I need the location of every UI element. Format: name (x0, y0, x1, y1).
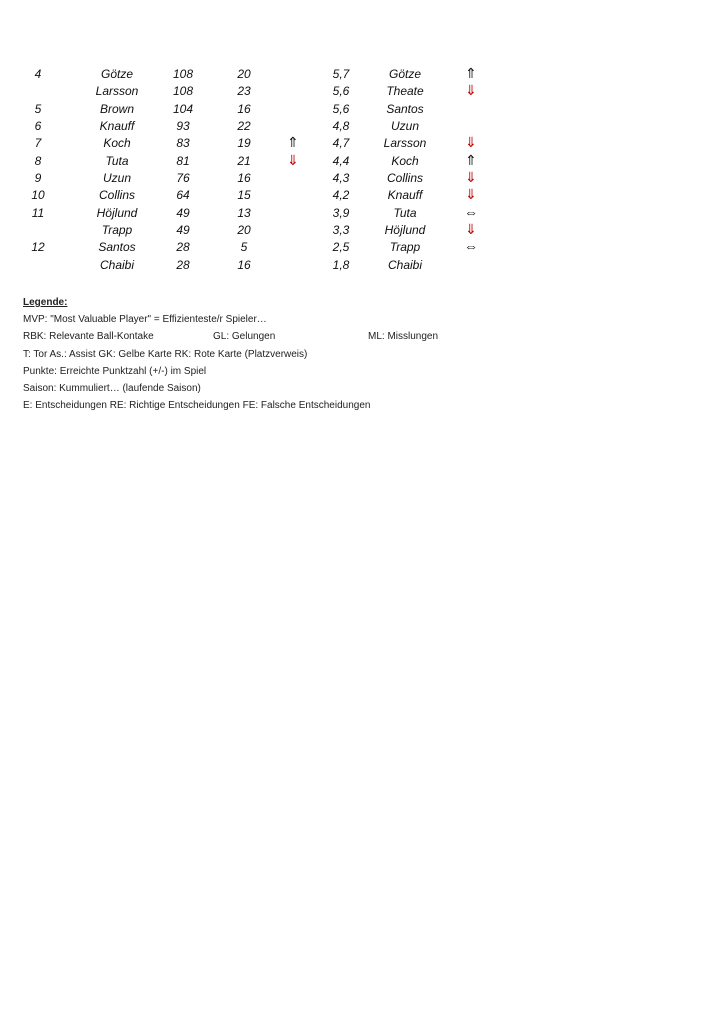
rank-cell: 5 (34, 101, 42, 116)
mvp-score-cell: 3,9 (332, 205, 350, 220)
player-name-cell: Collins (98, 188, 135, 203)
legend-title: Legende: (23, 297, 68, 308)
player-name-cell: Chaibi (99, 257, 135, 272)
table-row (0, 135, 724, 152)
rbk-cell: 21 (237, 153, 251, 168)
ranking-table (0, 66, 724, 274)
mvp-score-cell: 1,8 (332, 257, 350, 272)
legend-line (23, 397, 703, 414)
legend-line (23, 311, 703, 328)
mvp-trend-arrow-icon: ⇓ (465, 221, 477, 238)
mvp-player-name-cell: Knauff (387, 188, 423, 203)
points-cell: 108 (172, 67, 194, 81)
trend-arrow-icon: ⇑ (287, 134, 299, 151)
points-cell: 83 (176, 136, 190, 151)
legend-line (23, 346, 703, 363)
mvp-player-name-cell: Santos (386, 101, 424, 116)
player-name-cell: Knauff (99, 119, 135, 134)
mvp-trend-arrow-icon: ⇓ (465, 169, 477, 186)
legend-line (23, 380, 703, 397)
rank-cell: 11 (31, 205, 45, 220)
player-name-cell: Brown (99, 101, 134, 116)
legend-text: Saison: Kummuliert… (laufende Saison) (23, 383, 201, 395)
legend-text: Punkte: Erreichte Punktzahl (+/-) im Spiel (23, 365, 207, 377)
rbk-cell: 16 (237, 257, 251, 272)
rbk-cell: 23 (237, 84, 251, 99)
rbk-cell: 13 (237, 205, 251, 220)
player-name-cell: Santos (98, 240, 136, 255)
legend-lines (23, 311, 703, 415)
mvp-score-cell: 5,7 (332, 67, 350, 81)
legend-text: T: Tor As.: Assist GK: Gelbe Karte RK: Rote Karte (Platzverweis) (23, 348, 308, 360)
table-row (0, 239, 724, 256)
mvp-trend-arrow-icon: ⇔ (464, 203, 478, 220)
legend-text: GL: Gelungen (213, 331, 276, 343)
mvp-player-name-cell: Götze (388, 67, 421, 81)
mvp-trend-arrow-icon: ⇑ (465, 65, 477, 81)
mvp-player-name-cell: Koch (391, 153, 419, 168)
legend (23, 294, 703, 415)
table-row (0, 187, 724, 204)
points-cell: 76 (176, 171, 190, 186)
points-cell: 28 (176, 257, 190, 272)
mvp-score-cell: 4,3 (332, 171, 350, 186)
player-name-cell: Uzun (102, 171, 131, 186)
legend-text: E: Entscheidungen RE: Richtige Entscheidungen FE: Falsche Entscheidungen (23, 400, 371, 412)
table-row (0, 257, 724, 274)
rbk-cell: 16 (237, 101, 251, 116)
table-row (0, 101, 724, 118)
mvp-score-cell: 3,3 (332, 223, 350, 238)
mvp-score-cell: 2,5 (332, 240, 350, 255)
player-name-cell: Götze (100, 67, 133, 81)
points-cell: 64 (176, 188, 190, 203)
rbk-cell: 15 (237, 188, 251, 203)
legend-line (23, 328, 703, 345)
player-name-cell: Höjlund (96, 205, 138, 220)
rank-cell: 12 (31, 240, 45, 255)
table-row (0, 118, 724, 135)
rbk-cell: 5 (240, 240, 248, 255)
points-cell: 108 (172, 84, 194, 99)
rbk-cell: 20 (237, 223, 251, 238)
mvp-player-name-cell: Theate (386, 84, 424, 99)
legend-text: MVP: "Most Valuable Player" = Effizienteste/r Spieler… (23, 314, 267, 325)
table-row (0, 66, 724, 83)
rank-cell: 7 (34, 136, 42, 151)
mvp-score-cell: 4,7 (332, 136, 350, 151)
mvp-score-cell: 4,8 (332, 119, 350, 134)
mvp-player-name-cell: Trapp (389, 240, 421, 255)
mvp-trend-arrow-icon: ⇑ (465, 151, 477, 168)
player-name-cell: Tuta (105, 153, 129, 168)
player-name-cell: Larsson (95, 84, 139, 99)
table-row (0, 205, 724, 222)
legend-text: RBK: Relevante Ball-Kontake (23, 331, 154, 343)
mvp-score-cell: 4,4 (332, 153, 350, 168)
rank-cell: 4 (34, 67, 42, 81)
rank-cell: 9 (34, 171, 42, 186)
rank-cell: 6 (34, 119, 42, 134)
rbk-cell: 19 (237, 136, 251, 151)
points-cell: 81 (176, 153, 190, 168)
mvp-trend-arrow-icon: ⇔ (464, 238, 478, 255)
mvp-score-cell: 4,2 (332, 188, 350, 203)
rbk-cell: 16 (237, 171, 251, 186)
points-cell: 104 (172, 101, 194, 116)
mvp-player-name-cell: Höjlund (384, 223, 426, 238)
mvp-player-name-cell: Uzun (390, 119, 419, 134)
legend-text: ML: Misslungen (368, 331, 439, 343)
player-name-cell: Koch (103, 136, 131, 151)
mvp-player-name-cell: Tuta (393, 205, 417, 220)
mvp-player-name-cell: Chaibi (387, 257, 423, 272)
rbk-cell: 22 (237, 119, 251, 134)
table-row (0, 170, 724, 187)
rbk-cell: 20 (237, 67, 251, 81)
points-cell: 49 (176, 223, 190, 238)
trend-arrow-icon: ⇓ (287, 151, 299, 168)
points-cell: 93 (176, 119, 190, 134)
mvp-player-name-cell: Collins (386, 171, 423, 186)
table-row (0, 83, 724, 100)
points-cell: 49 (176, 205, 190, 220)
player-name-cell: Trapp (101, 223, 133, 238)
table-row (0, 153, 724, 170)
rank-cell: 10 (31, 188, 45, 203)
legend-line (23, 363, 703, 380)
mvp-score-cell: 5,6 (332, 101, 350, 116)
points-cell: 28 (176, 240, 190, 255)
table-row (0, 222, 724, 239)
mvp-player-name-cell: Larsson (383, 136, 427, 151)
mvp-trend-arrow-icon: ⇓ (465, 186, 477, 203)
mvp-trend-arrow-icon: ⇓ (465, 82, 477, 99)
mvp-score-cell: 5,6 (332, 84, 350, 99)
rank-cell: 8 (34, 153, 42, 168)
mvp-trend-arrow-icon: ⇓ (465, 134, 477, 151)
